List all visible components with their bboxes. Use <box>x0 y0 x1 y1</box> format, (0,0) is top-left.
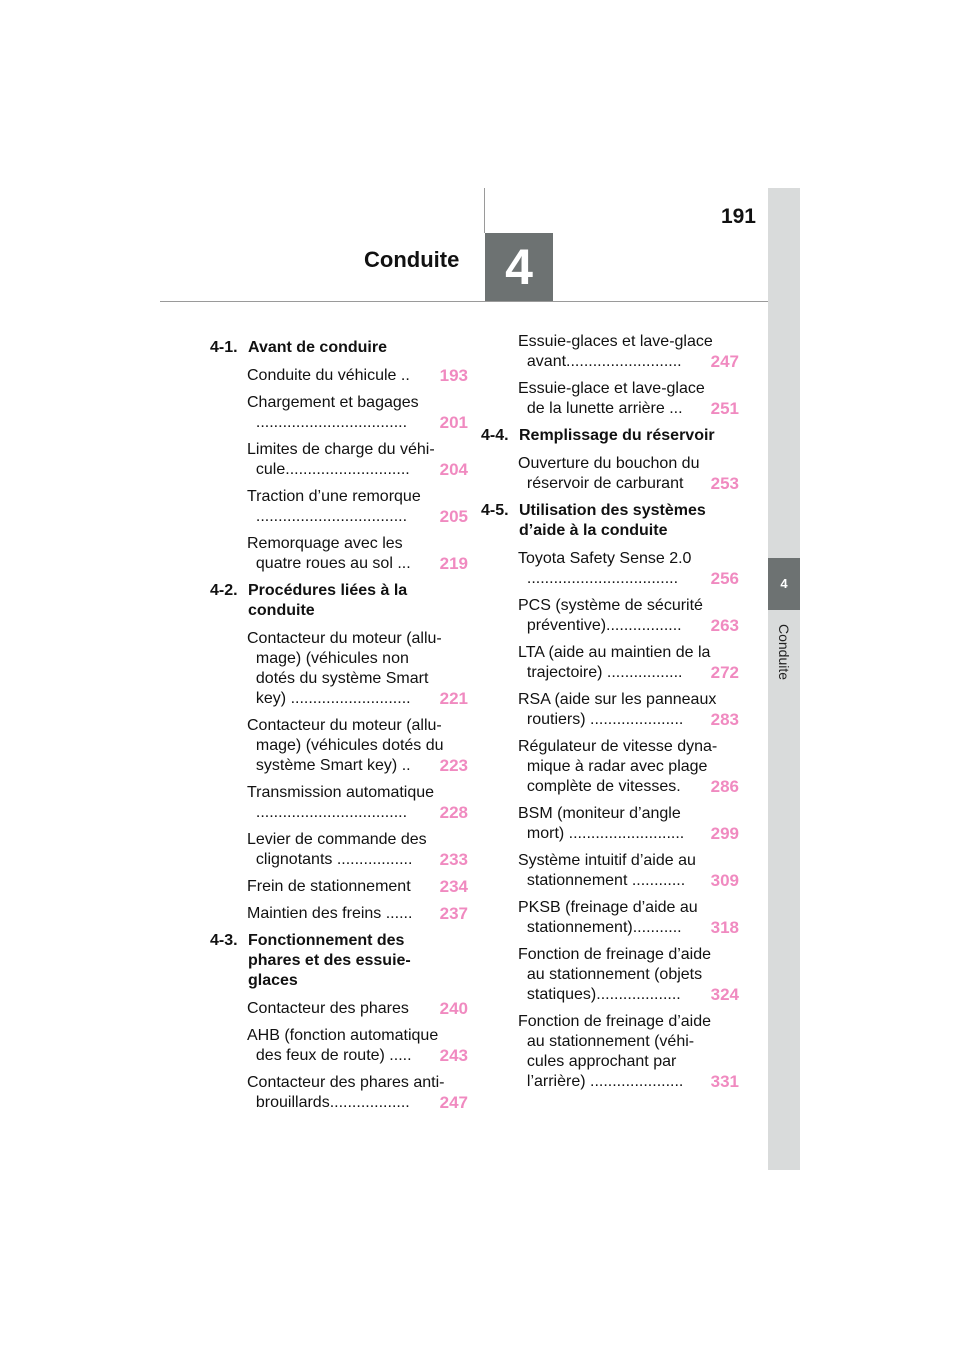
toc-section-heading <box>481 426 739 446</box>
toc-entry-text: .................................. <box>247 804 408 821</box>
toc-entry-link[interactable] <box>518 454 739 494</box>
toc-entry-link[interactable] <box>247 440 468 480</box>
toc-entry-text: cule............................ <box>247 461 410 478</box>
toc-entry-text: mique à radar avec plage <box>518 758 708 775</box>
toc-entry-link[interactable] <box>247 877 468 897</box>
toc-section-number: 4-4. <box>481 427 509 444</box>
toc-entry-link[interactable] <box>247 1073 468 1113</box>
toc-entry-text: dotés du système Smart <box>247 670 429 687</box>
page-number: 191 <box>720 205 756 228</box>
toc-entry-page-number[interactable]: 331 <box>710 1072 739 1091</box>
toc-entry-text: Levier de commande des <box>247 831 427 848</box>
toc-entry-page-number[interactable]: 256 <box>710 569 739 588</box>
toc-section-number: 4-3. <box>210 932 238 949</box>
toc-entry-text: stationnement)........... <box>518 919 682 936</box>
toc-entry-text: Fonction de freinage d’aide <box>518 946 712 963</box>
chapter-title: Conduite <box>364 247 460 272</box>
toc-section-title: Procédures liées à la conduite <box>248 582 408 619</box>
toc-entry-link[interactable] <box>247 629 468 709</box>
toc-entry-text: statiques)................... <box>518 986 681 1003</box>
chapter-number-box: 4 <box>485 233 553 301</box>
toc-entry-text: au stationnement (objets <box>518 966 703 983</box>
toc-entry-link[interactable] <box>247 904 468 924</box>
toc-entry-text: mort) .......................... <box>518 825 685 842</box>
toc-entry-page-number[interactable]: 234 <box>439 877 468 896</box>
toc-section-heading <box>481 501 739 541</box>
toc-entry-text: complète de vitesses. <box>518 778 681 795</box>
toc-entry-page-number[interactable]: 286 <box>710 777 739 796</box>
toc-entry-page-number[interactable]: 299 <box>710 824 739 843</box>
side-tab-label: Conduite <box>776 623 792 681</box>
toc-entry-page-number[interactable]: 205 <box>439 507 468 526</box>
toc-left-column <box>210 332 468 1120</box>
toc-entry-text: quatre roues au sol ... <box>247 555 411 572</box>
toc-right-column <box>481 332 739 1099</box>
toc-entry-text: avant.......................... <box>518 353 682 370</box>
toc-entry-page-number[interactable]: 237 <box>439 904 468 923</box>
toc-entry-text: Toyota Safety Sense 2.0 <box>518 550 692 567</box>
toc-entry-text: Traction d’une remorque <box>247 488 421 505</box>
toc-entry-link[interactable] <box>518 945 739 1005</box>
toc-entry-text: routiers) ..................... <box>518 711 684 728</box>
toc-section-number: 4-1. <box>210 339 238 356</box>
toc-entry-link[interactable] <box>518 332 739 372</box>
toc-entry-link[interactable] <box>518 549 739 589</box>
toc-entry-text: des feux de route) ..... <box>247 1047 412 1064</box>
toc-entry-text: BSM (moniteur d’angle <box>518 805 681 822</box>
toc-entry-link[interactable] <box>247 487 468 527</box>
toc-entry-text: préventive)................. <box>518 617 682 634</box>
toc-section-number: 4-5. <box>481 502 509 519</box>
toc-entry-link[interactable] <box>247 366 468 386</box>
toc-section-title: Utilisation des systèmes d’aide à la conduite <box>519 502 706 539</box>
toc-entry-page-number[interactable]: 247 <box>710 352 739 371</box>
toc-entry-page-number[interactable]: 233 <box>439 850 468 869</box>
toc-entry-page-number[interactable]: 309 <box>710 871 739 890</box>
toc-entry-page-number[interactable]: 251 <box>710 399 739 418</box>
toc-section-title: Fonctionnement des phares et des essuie- glaces <box>248 932 411 989</box>
toc-entry-link[interactable] <box>247 999 468 1019</box>
toc-entry-page-number[interactable]: 204 <box>439 460 468 479</box>
toc-entry-text: Maintien des freins ...... <box>247 905 413 922</box>
toc-entry-page-number[interactable]: 283 <box>710 710 739 729</box>
toc-entry-page-number[interactable]: 223 <box>439 756 468 775</box>
toc-entry-text: .................................. <box>518 570 679 587</box>
toc-section-title: Remplissage du réservoir <box>519 427 715 444</box>
toc-entry-text: Frein de stationnement <box>247 878 411 895</box>
toc-entry-text: réservoir de carburant <box>518 475 684 492</box>
toc-entry-link[interactable] <box>518 643 739 683</box>
toc-entry-page-number[interactable]: 221 <box>439 689 468 708</box>
toc-entry-link[interactable] <box>518 737 739 797</box>
toc-entry-text: key) ........................... <box>247 690 411 707</box>
header-horizontal-rule <box>160 301 768 302</box>
toc-entry-link[interactable] <box>518 1012 739 1092</box>
toc-entry-text: mage) (véhicules dotés du <box>247 737 444 754</box>
toc-entry-page-number[interactable]: 228 <box>439 803 468 822</box>
toc-entry-text: Conduite du véhicule .. <box>247 367 410 384</box>
toc-entry-text: de la lunette arrière ... <box>518 400 683 417</box>
toc-entry-text: Chargement et bagages <box>247 394 419 411</box>
toc-entry-text: Contacteur du moteur (allu- <box>247 630 442 647</box>
toc-entry-text: l’arrière) ..................... <box>518 1073 684 1090</box>
toc-entry-text: Limites de charge du véhi- <box>247 441 435 458</box>
toc-entry-text: Régulateur de vitesse dyna- <box>518 738 718 755</box>
toc-entry-text: Transmission automatique <box>247 784 435 801</box>
toc-entry-text: trajectoire) ................. <box>518 664 683 681</box>
toc-entry-text: cules approchant par <box>518 1053 677 1070</box>
toc-entry-text: au stationnement (véhi- <box>518 1033 695 1050</box>
toc-entry-page-number[interactable]: 253 <box>710 474 739 493</box>
toc-entry-link[interactable] <box>247 393 468 433</box>
toc-entry-page-number[interactable]: 272 <box>710 663 739 682</box>
toc-entry-text: PKSB (freinage d’aide au <box>518 899 698 916</box>
toc-entry-link[interactable] <box>518 804 739 844</box>
toc-entry-page-number[interactable]: 243 <box>439 1046 468 1065</box>
toc-entry-text: Système intuitif d’aide au <box>518 852 696 869</box>
header-vertical-rule <box>484 188 485 233</box>
toc-entry-page-number[interactable]: 201 <box>439 413 468 432</box>
toc-entry-text: LTA (aide au maintien de la <box>518 644 711 661</box>
toc-entry-page-number[interactable]: 247 <box>439 1093 468 1112</box>
toc-entry-text: système Smart key) .. <box>247 757 411 774</box>
toc-entry-link[interactable] <box>518 898 739 938</box>
toc-entry-link[interactable] <box>518 596 739 636</box>
toc-entry-page-number[interactable]: 318 <box>710 918 739 937</box>
toc-entry-text: mage) (véhicules non <box>247 650 409 667</box>
toc-entry-text: .................................. <box>247 414 408 431</box>
toc-section-heading <box>210 931 468 991</box>
toc-section-heading <box>210 338 468 358</box>
toc-entry-link[interactable] <box>518 690 739 730</box>
toc-entry-text: Essuie-glaces et lave-glace <box>518 333 713 350</box>
toc-entry-text: Contacteur des phares anti- <box>247 1074 445 1091</box>
toc-entry-text: brouillards.................. <box>247 1094 410 1111</box>
toc-entry-page-number[interactable]: 263 <box>710 616 739 635</box>
toc-entry-link[interactable] <box>247 783 468 823</box>
toc-entry-text: Contacteur des phares <box>247 1000 409 1017</box>
toc-entry-text: AHB (fonction automatique <box>247 1027 439 1044</box>
toc-section-number: 4-2. <box>210 582 238 599</box>
toc-entry-link[interactable] <box>247 534 468 574</box>
toc-entry-text: PCS (système de sécurité <box>518 597 703 614</box>
toc-entry-text: .................................. <box>247 508 408 525</box>
toc-entry-page-number[interactable]: 240 <box>439 999 468 1018</box>
toc-entry-link[interactable] <box>247 1026 468 1066</box>
toc-entry-text: clignotants ................. <box>247 851 413 868</box>
toc-entry-text: stationnement ............ <box>518 872 686 889</box>
toc-entry-text: Essuie-glace et lave-glace <box>518 380 705 397</box>
toc-section-title: Avant de conduire <box>248 339 387 356</box>
toc-entry-page-number[interactable]: 219 <box>439 554 468 573</box>
toc-entry-text: Remorquage avec les <box>247 535 403 552</box>
toc-section-heading <box>210 581 468 621</box>
toc-entry-text: Contacteur du moteur (allu- <box>247 717 442 734</box>
toc-entry-link[interactable] <box>247 716 468 776</box>
toc-entry-link[interactable] <box>518 851 739 891</box>
toc-entry-link[interactable] <box>247 830 468 870</box>
toc-entry-text: Fonction de freinage d’aide <box>518 1013 712 1030</box>
toc-entry-page-number[interactable]: 324 <box>710 985 739 1004</box>
toc-entry-page-number[interactable]: 193 <box>439 366 468 385</box>
toc-entry-link[interactable] <box>518 379 739 419</box>
toc-entry-text: Ouverture du bouchon du <box>518 455 700 472</box>
toc-entry-text: RSA (aide sur les panneaux <box>518 691 717 708</box>
side-tab-chapter-number[interactable]: 4 <box>768 558 800 610</box>
